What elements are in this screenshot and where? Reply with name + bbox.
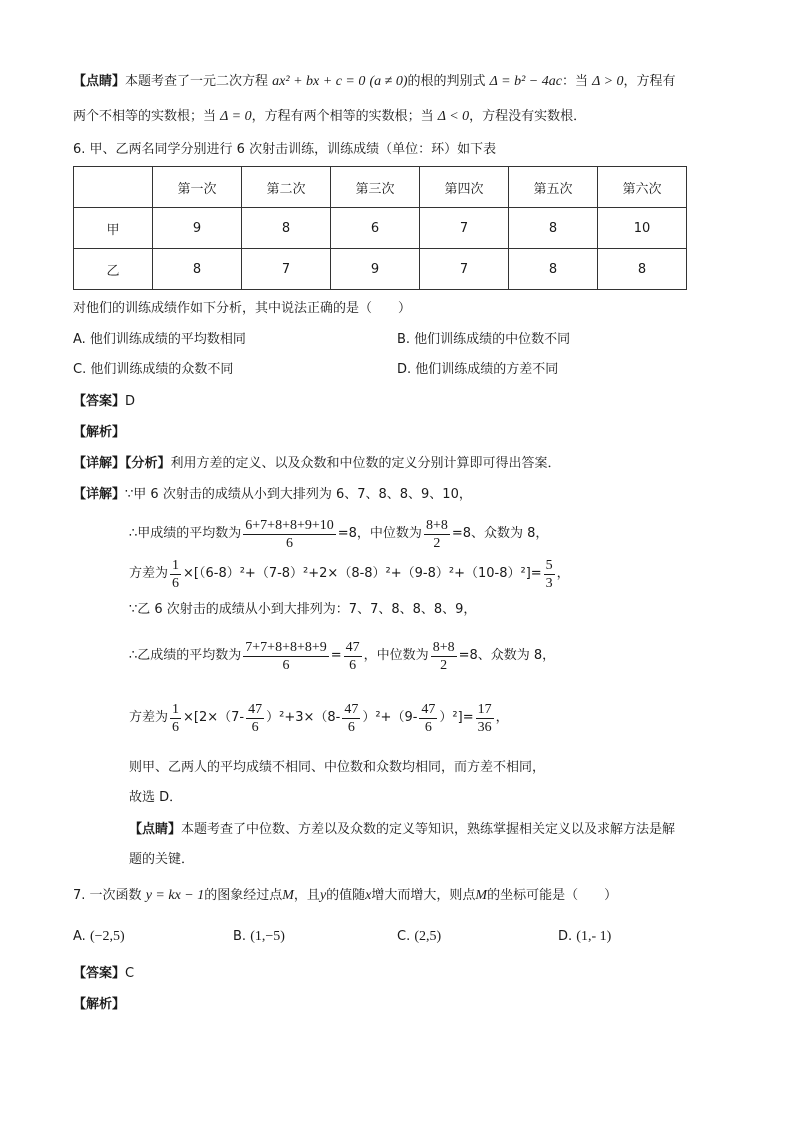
table-cell: 8 — [153, 249, 242, 290]
text-segment: ，方程有两个相等的实数根；当 — [251, 109, 434, 124]
condition-negative: Δ < 0 — [437, 109, 470, 124]
denominator: 6 — [172, 719, 180, 735]
numerator: 6+7+8+8+9+10 — [245, 517, 334, 533]
answer-value: D — [125, 394, 136, 409]
table-header-cell: 第四次 — [420, 167, 509, 208]
text-segment: 两个不相等的实数根；当 — [73, 109, 217, 124]
condition-positive: Δ > 0 — [592, 74, 624, 89]
xiangjie-tag: 【详解】 — [73, 487, 126, 502]
q7-title — [73, 886, 617, 906]
denominator: 6 — [286, 535, 294, 551]
table-cell: 7 — [420, 208, 509, 249]
text-segment: ：当 — [561, 74, 588, 89]
option-value: (1,−5) — [250, 929, 285, 944]
text-segment: ∴甲成绩的平均数为 — [129, 526, 242, 541]
yi-mean-line — [129, 636, 555, 676]
numerator: 1 — [172, 557, 180, 573]
table-cell: 9 — [153, 208, 242, 249]
table-cell: 8 — [509, 208, 598, 249]
text-segment: ×[2×（7- — [183, 710, 245, 725]
denominator: 6 — [349, 657, 357, 673]
table-header-cell: 第三次 — [331, 167, 420, 208]
fenxi-text: 利用方差的定义、以及众数和中位数的定义分别计算即可得出答案． — [170, 456, 561, 471]
option-label: B. — [233, 929, 247, 944]
text-segment: 7. 一次函数 — [73, 888, 142, 903]
table-cell: 9 — [331, 249, 420, 290]
q6-dianjing-line2: 题的关键． — [129, 852, 195, 867]
numerator: 47 — [345, 639, 360, 655]
table-cell: 8 — [242, 208, 331, 249]
q6-option-b: B. 他们训练成绩的中位数不同 — [397, 332, 571, 347]
option-value: (2,5) — [414, 929, 442, 944]
text-segment: 增大而增大，则点 — [371, 888, 476, 903]
jia-mean-fraction — [243, 517, 335, 552]
variable-x: x — [365, 888, 372, 903]
table-cell: 6 — [331, 208, 420, 249]
equation-condition: (a ≠ 0) — [369, 74, 408, 89]
q6-fenxi — [73, 454, 561, 474]
text-segment: 的坐标可能是（ ） — [487, 888, 618, 903]
score-table — [73, 166, 687, 290]
text-segment: ， — [495, 710, 509, 725]
text-segment: ）²]= — [439, 710, 474, 725]
table-header-cell: 第五次 — [509, 167, 598, 208]
numerator: 47 — [344, 701, 359, 717]
numerator: 7+7+8+8+8+9 — [245, 639, 327, 655]
table-header-row — [74, 167, 687, 208]
table-header-cell: 第六次 — [598, 167, 687, 208]
q6-xiangjie-line — [73, 485, 472, 505]
denominator: 36 — [477, 719, 492, 735]
text-segment: 的值随 — [326, 888, 366, 903]
text-segment: 的图象经过点 — [204, 888, 283, 903]
linear-function: y = kx − 1 — [145, 888, 205, 903]
dianjing-tag: 【点睛】 — [129, 822, 182, 837]
q7-option-a — [73, 927, 125, 947]
text-segment: 本题考查了中位数、方差以及众数的定义等知识，熟练掌握相关定义以及求解方法是解 — [181, 822, 676, 837]
text-segment: 方差为 — [129, 710, 169, 725]
denominator: 6 — [172, 575, 180, 591]
numerator: 8+8 — [432, 639, 455, 655]
table-cell: 8 — [509, 249, 598, 290]
numerator: 47 — [248, 701, 263, 717]
option-value: (−2,5) — [89, 929, 125, 944]
answer-tag: 【答案】 — [73, 394, 126, 409]
q6-choose: 故选 D． — [129, 790, 183, 805]
fenxi-tag: 【分析】 — [125, 456, 171, 471]
table-cell: 7 — [242, 249, 331, 290]
text-segment: = — [330, 648, 342, 663]
text-segment: 的根的判别式 — [407, 74, 486, 89]
text-segment: ）²+（9- — [362, 710, 418, 725]
text-segment: ， — [556, 566, 570, 581]
q6-option-d: D. 他们训练成绩的方差不同 — [397, 362, 559, 377]
numerator: 1 — [172, 701, 180, 717]
quadratic-equation: ax² + bx + c = 0 — [272, 74, 366, 89]
variance-expression: ×[（6-8）²+（7-8）²+2×（8-8）²+（9-8）²+（10-8）²]= — [183, 566, 542, 581]
table-header-cell — [74, 167, 153, 208]
one-sixth-fraction — [170, 557, 181, 592]
jia-variance-line — [129, 554, 570, 594]
denominator: 2 — [433, 535, 441, 551]
dianjing-tag: 【点睛】 — [73, 74, 126, 89]
text-segment: ∴乙成绩的平均数为 — [129, 648, 242, 663]
text-segment: ，中位数为 — [363, 648, 429, 663]
text-segment: 方差为 — [129, 566, 169, 581]
jia-variance-result — [544, 557, 555, 592]
answer-value: C — [125, 966, 135, 981]
table-cell: 7 — [420, 249, 509, 290]
top-dianjing-line1 — [73, 72, 676, 92]
jia-sorted: ∵甲 6 次射击的成绩从小到大排列为 6、7、8、8、9、10， — [125, 487, 472, 502]
top-dianjing-line2 — [73, 107, 586, 127]
q6-title: 6. 甲、乙两名同学分别进行 6 次射击训练，训练成绩（单位：环）如下表 — [73, 142, 497, 157]
q6-option-a: A. 他们训练成绩的平均数相同 — [73, 332, 246, 347]
table-cell: 乙 — [74, 249, 153, 290]
discriminant-formula: Δ = b² − 4ac — [489, 74, 562, 89]
q6-conclusion: 则甲、乙两人的平均成绩不相同、中位数和众数均相同，而方差不相同， — [129, 760, 546, 775]
numerator: 8+8 — [425, 517, 448, 533]
numerator: 47 — [421, 701, 436, 717]
one-sixth-fraction — [170, 701, 181, 736]
yi-variance-line — [129, 698, 509, 738]
denominator: 6 — [282, 657, 290, 673]
denominator: 2 — [440, 657, 448, 673]
option-label: D. — [558, 929, 573, 944]
table-header-cell: 第二次 — [242, 167, 331, 208]
jia-mean-line — [129, 514, 548, 554]
q6-option-c: C. 他们训练成绩的众数不同 — [73, 362, 234, 377]
option-label: A. — [73, 929, 86, 944]
yi-mean-fraction-small — [419, 701, 437, 736]
table-row — [74, 208, 687, 249]
table-cell: 10 — [598, 208, 687, 249]
denominator: 6 — [347, 719, 355, 735]
q6-question: 对他们的训练成绩作如下分析，其中说法正确的是（ ） — [73, 301, 412, 316]
q7-option-d — [558, 927, 611, 947]
q6-answer — [73, 392, 135, 412]
table-header-cell: 第一次 — [153, 167, 242, 208]
variable-y: y — [319, 888, 327, 903]
yi-mean-fraction — [243, 639, 328, 674]
q6-jiexi-tag: 【解析】 — [73, 425, 126, 440]
denominator: 3 — [545, 575, 553, 591]
condition-zero: Δ = 0 — [220, 109, 252, 124]
numerator: 5 — [545, 557, 553, 573]
table-cell: 甲 — [74, 208, 153, 249]
q7-jiexi-tag: 【解析】 — [73, 997, 126, 1012]
text-segment: =8、众数为 8， — [458, 648, 556, 663]
yi-mean-result — [344, 639, 362, 674]
point-m: M — [282, 888, 294, 903]
table-row — [74, 249, 687, 290]
yi-mean-fraction-small — [342, 701, 360, 736]
text-segment: ）²+3×（8- — [266, 710, 341, 725]
table-cell: 8 — [598, 249, 687, 290]
text-segment: 本题考查了一元二次方程 — [125, 74, 269, 89]
text-segment: ，方程有 — [623, 74, 676, 89]
numerator: 17 — [477, 701, 492, 717]
text-segment: =8、众数为 8， — [451, 526, 549, 541]
jia-median-fraction — [424, 517, 450, 552]
q7-option-c — [397, 927, 441, 947]
point-m: M — [475, 888, 488, 903]
q7-option-b — [233, 927, 285, 947]
option-label: C. — [397, 929, 411, 944]
q6-dianjing-line1 — [129, 820, 675, 840]
text-segment: ，方程没有实数根． — [469, 109, 587, 124]
q7-answer — [73, 964, 134, 984]
text-segment: ，且 — [293, 888, 320, 903]
denominator: 6 — [251, 719, 259, 735]
yi-variance-result — [476, 701, 494, 736]
option-value: (1,- 1) — [576, 929, 612, 944]
yi-mean-fraction-small — [246, 701, 264, 736]
answer-tag: 【答案】 — [73, 966, 126, 981]
yi-sorted: ∵乙 6 次射击的成绩从小到大排列为：7、7、8、8、8、9， — [129, 602, 477, 617]
text-segment: =8，中位数为 — [337, 526, 422, 541]
xiangjie-tag: 【详解】 — [73, 456, 126, 471]
yi-median-fraction — [431, 639, 457, 674]
denominator: 6 — [424, 719, 432, 735]
